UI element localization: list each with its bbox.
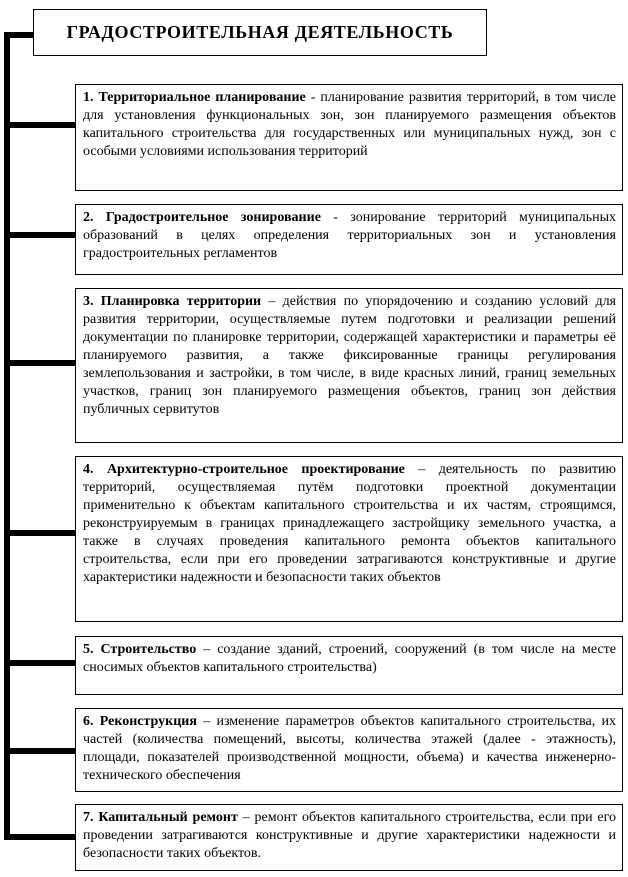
item-construction [75,636,623,695]
item-zoning [75,204,623,275]
item-number: 3. [83,294,94,309]
item-description: – ремонт объектов капитального строительства, если при его проведении затрагиваются конструктивные и другие характеристики надежности и безопасности таких объектов. [83,810,617,861]
connector-arm-7 [4,834,76,840]
item-name: Капитальный ремонт [98,810,238,825]
item-reconstruction [75,708,623,792]
item-name: Строительство [100,642,197,657]
item-name: Реконструкция [99,714,197,729]
item-name: Градостроительное зонирование [105,210,321,225]
item-architectural-design [75,456,623,622]
item-number: 7. [83,810,94,825]
item-description: – деятельность по развитию территорий, осуществляемая путём подготовки проектной документации применительно к объектам капитального строительства и их частям, строящимся, реконструируемым в границах принадлежащего застройщику земельного участка, а также в случаях проведения капитального ремонта объектов капитального строительства, если при его проведении затрагиваются конструктивные и другие характеристики надежности и безопасности таких объектов [83,462,617,585]
item-name: Архитектурно-строительное проектирование [106,462,405,477]
connector-arm-3 [4,360,76,366]
connector-arm-4 [4,530,76,536]
connector-arm-2 [4,232,76,238]
item-number: 1. [83,90,94,105]
item-description: - зонирование территорий муниципальных образований в целях определения территориальных зон и установления градостроительных регламентов [83,210,616,261]
item-number: 5. [83,642,94,657]
item-territorial-planning [75,84,623,191]
item-description: – действия по упорядочению и созданию условий для развития территории, осуществляемые путем подготовки и реализации решений документации по планировке территории, содержащей характеристики и параметры её планируемого развития, а также фиксированные границы регулирования землепользования и застройки, в том числе, в виде красных линий, границ земельных участков, границ зон планируемого размещения объектов, границ зон действия публичных сервитутов [83,294,616,417]
item-number: 6. [83,714,94,729]
connector-arm-5 [4,660,76,666]
connector-arm-1 [4,122,76,128]
item-number: 2. [83,210,94,225]
connector-arm-6 [4,748,76,754]
item-description: - планирование развития территорий, в том числе для установления функциональных зон, зон планируемого размещения объектов капитального строительства для государственных или муниципальных нужд, зон с особыми условиями использования территорий [83,90,617,159]
item-name: Планировка территории [100,294,262,309]
item-description: – создание зданий, строений, сооружений (в том числе на месте сносимых объектов капитального строительства) [83,642,616,675]
item-description: – изменение параметров объектов капитального строительства, их частей (количества помещений, высоты, количества этажей (далее - этажность), площади, показателей производственной мощности, объема) и качества инженерно-технического обеспечения [83,714,617,783]
connector-spine [4,32,10,840]
item-name: Территориальное планирование [98,90,306,105]
diagram-title: ГРАДОСТРОИТЕЛЬНАЯ ДЕЯТЕЛЬНОСТЬ [33,9,487,56]
item-number: 4. [83,462,94,477]
item-capital-repair [75,804,623,871]
connector-title-arm [4,32,34,38]
item-territory-layout [75,288,623,443]
